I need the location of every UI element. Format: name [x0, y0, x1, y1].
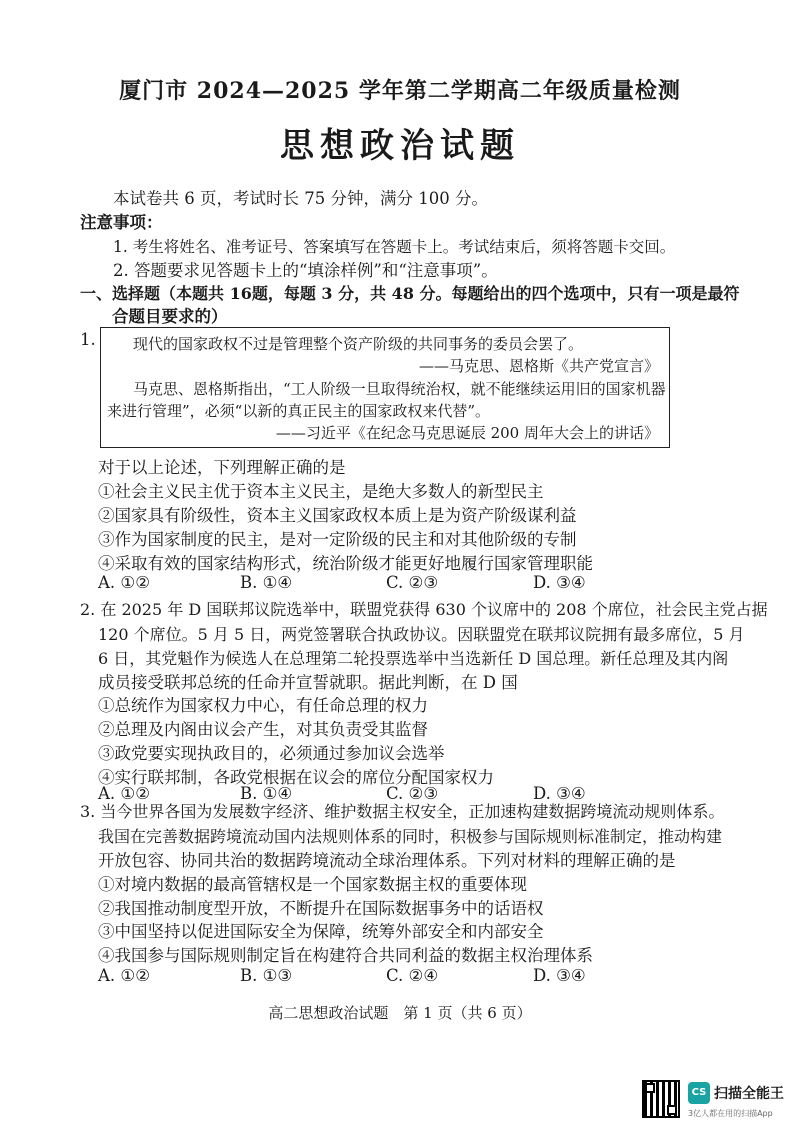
statement: ③政党要实现执政目的，必须通过参加议会选举	[98, 744, 445, 763]
option-b: B. ①④	[240, 573, 293, 592]
section-heading-cont: 合题目要求的）	[112, 307, 228, 326]
question-text: 成员接受联邦总统的任命并宣誓就职。据此判断，在 D 国	[98, 673, 518, 692]
statement: ②我国推动制度型开放，不断提升在国际数据事务中的话语权	[98, 899, 544, 918]
watermark-brand: 扫描全能王	[714, 1086, 784, 1102]
section-heading: 一、选择题（本题共 16题，每题 3 分，共 48 分。每题给出的四个选项中，只有一项是最符	[80, 284, 740, 303]
option-c: C. ②③	[386, 573, 439, 592]
notice-heading: 注意事项：	[80, 213, 163, 232]
subject-title: 思想政治试题	[280, 126, 520, 166]
statement: ③作为国家制度的民主，是对一定阶级的民主和对其他阶级的专制	[98, 530, 577, 549]
statement: ①总统作为国家权力中心，有任命总理的权力	[98, 696, 428, 715]
quote-box	[100, 327, 670, 448]
statement: ④采取有效的国家结构形式，统治阶级才能更好地履行国家管理职能	[98, 554, 593, 573]
option-a: A. ①②	[98, 966, 150, 985]
statement: ②国家具有阶级性，资本主义国家政权本质上是为资产阶级谋利益	[98, 506, 577, 525]
exam-name: 厦门市 2024—2025 学年第二学期高二年级质量检测	[119, 78, 681, 104]
option-b: B. ①④	[240, 784, 293, 803]
statement: ②总理及内阁由议会产生，对其负责受其监督	[98, 720, 428, 739]
statement: ④我国参与国际规则制定旨在构建符合共同利益的数据主权治理体系	[98, 946, 593, 965]
option-d: D. ③④	[533, 784, 586, 803]
page-footer: 高二思想政治试题 第 1 页（共 6 页）	[268, 1004, 532, 1022]
question-text: 6 日，其党魁作为候选人在总理第二轮投票选举中当选新任 D 国总理。新任总理及其内阁	[98, 649, 729, 668]
quote-text: 来进行管理”，必须“以新的真正民主的国家政权来代替”。	[107, 402, 491, 420]
quote-text: 马克思、恩格斯指出，“工人阶级一旦取得统治权，就不能继续运用旧的国家机器	[133, 380, 666, 398]
quote-source: ——马克思、恩格斯《共产党宣言》	[418, 357, 659, 375]
option-c: C. ②③	[386, 784, 439, 803]
question-text: 2. 在 2025 年 D 国联邦议院选举中，联盟党获得 630 个议席中的 208 个席位，社会民主党占据	[80, 600, 768, 619]
question-text: 120 个席位。5 月 5 日，两党签署联合执政协议。因联盟党在联邦议院拥有最多席位，5 月	[98, 625, 745, 644]
question-stem: 对于以上论述，下列理解正确的是	[98, 458, 346, 477]
quote-text: 现代的国家政权不过是管理整个资产阶级的共同事务的委员会罢了。	[133, 335, 584, 353]
exam-info: 本试卷共 6 页，考试时长 75 分钟，满分 100 分。	[113, 189, 488, 208]
quote-source: ——习近平《在纪念马克思诞辰 200 周年大会上的讲话》	[275, 424, 659, 442]
option-a: A. ①②	[98, 573, 150, 592]
option-c: C. ②④	[386, 966, 439, 985]
question-text: 3. 当今世界各国为发展数字经济、维护数据主权安全，正加速构建数据跨境流动规则体系。	[80, 802, 725, 821]
statement: ①对境内数据的最高管辖权是一个国家数据主权的重要体现	[98, 875, 527, 894]
camscanner-logo-icon: CS	[688, 1082, 710, 1104]
notice-item-1: 1. 考生将姓名、准考证号、答案填写在答题卡上。考试结束后，须将答题卡交回。	[113, 238, 676, 256]
option-d: D. ③④	[533, 966, 586, 985]
option-d: D. ③④	[533, 573, 586, 592]
watermark-tagline: 3亿人都在用的扫描App	[688, 1109, 773, 1118]
option-b: B. ①③	[240, 966, 293, 985]
question-number: 1.	[80, 330, 96, 349]
statement: ①社会主义民主优于资本主义民主，是绝大多数人的新型民主	[98, 482, 544, 501]
statement: ③中国坚持以促进国际安全为保障，统筹外部安全和内部安全	[98, 922, 544, 941]
notice-item-2: 2. 答题要求见答题卡上的“填涂样例”和“注意事项”。	[113, 261, 498, 280]
question-text: 开放包容、协同共治的数据跨境流动全球治理体系。下列对材料的理解正确的是	[98, 851, 676, 870]
option-a: A. ①②	[98, 784, 150, 803]
question-text: 我国在完善数据跨境流动国内法规则体系的同时，积极参与国际规则标准制定，推动构建	[98, 827, 723, 846]
statement: ④实行联邦制，各政党根据在议会的席位分配国家权力	[98, 768, 494, 787]
qr-code-icon	[642, 1080, 680, 1118]
